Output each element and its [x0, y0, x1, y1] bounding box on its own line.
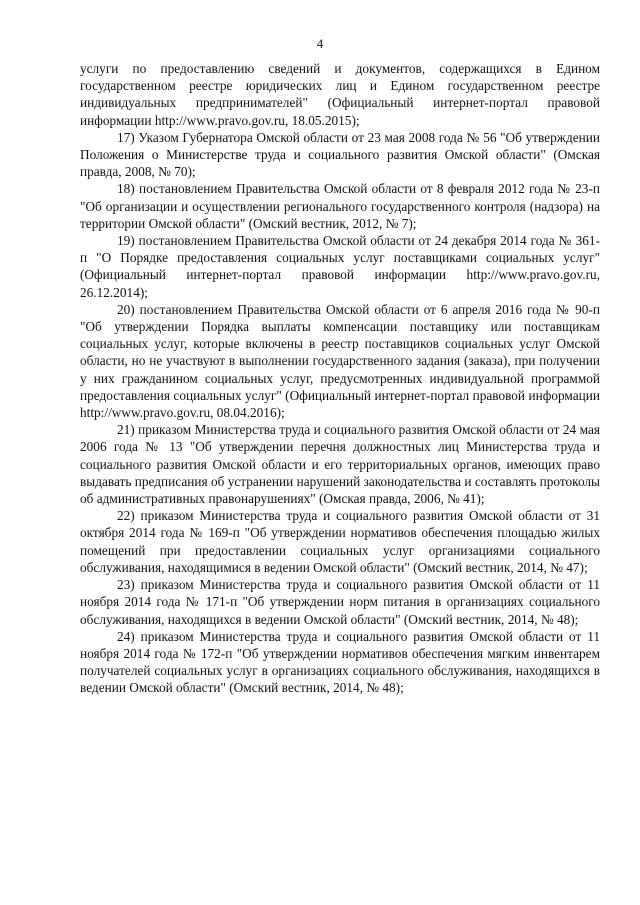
page-number: 4	[316, 36, 324, 51]
list-item-23: 23) приказом Министерства труда и социального развития Омской области от 11 ноября 2014 года № 171-п "Об утверждении норм питания в организациях социального обслуживания, находящихся в ведении Омской области" (Омский вестник, 2014, № 48);	[80, 577, 600, 627]
list-item-22: 22) приказом Министерства труда и социального развития Омской области от 31 октября 2014 года № 169-п "Об утверждении нормативов обеспечения площадью жилых помещений при предоставлении социальных услуг организациями социального обслуживания, находящимися в ведении Омской области" (Омский вестник, 2014, № 47);	[80, 508, 600, 575]
list-item-20: 20) постановлением Правительства Омской области от 6 апреля 2016 года № 90-п "Об утверждении Порядка выплаты компенсации поставщику или поставщикам социальных услуг, которые включены в реестр поставщиков социальных услуг Омской области, но не участвуют в выполнении государственного задания (заказа), при получении у них гражданином социальных услуг, предусмотренных индивидуальной программой предоставления социальных услуг" (Официальный интернет-портал правовой информации http://www.pravo.gov.ru, 08.04.2016);	[80, 301, 600, 421]
document-body	[80, 60, 600, 697]
paragraph-continuation: услуги по предоставлению сведений и документов, содержащихся в Едином государственном реестре юридических лиц и Едином государственном реестре индивидуальных предпринимателей" (Официальный интернет-портал правовой информации http://www.pravo.gov.ru, 18.05.2015);	[80, 61, 600, 128]
list-item-17: 17) Указом Губернатора Омской области от 23 мая 2008 года № 56 "Об утверждении Положения о Министерстве труда и социального развития Омской области" (Омская правда, 2008, № 70);	[80, 129, 600, 180]
list-item-18: 18) постановлением Правительства Омской области от 8 февраля 2012 года № 23-п "Об организации и осуществлении регионального государственного контроля (надзора) на территории Омской области" (Омский вестник, 2012, № 7);	[80, 181, 600, 231]
list-item-19: 19) постановлением Правительства Омской области от 24 декабря 2014 года № 361-п "О Порядке предоставления социальных услуг поставщиками социальных услуг" (Официальный интернет-портал правовой информации http://www.pravo.gov.ru, 26.12.2014);	[80, 233, 600, 300]
list-item-24: 24) приказом Министерства труда и социального развития Омской области от 11 ноября 2014 года № 172-п "Об утверждении нормативов обеспечения мягким инвентарем получателей социальных услуг в организациях социального обслуживания, находящихся в ведении Омской области" (Омский вестник, 2014, № 48);	[80, 628, 600, 696]
list-item-21: 21) приказом Министерства труда и социального развития Омской области от 24 мая 2006 года № 13 "Об утверждении перечня должностных лиц Министерства труда и социального развития Омской области и его территориальных органов, имеющих право выдавать предписания об устранении нарушений законодательства и составлять протоколы об административных правонарушениях" (Омская правда, 2006, № 41);	[80, 422, 600, 507]
